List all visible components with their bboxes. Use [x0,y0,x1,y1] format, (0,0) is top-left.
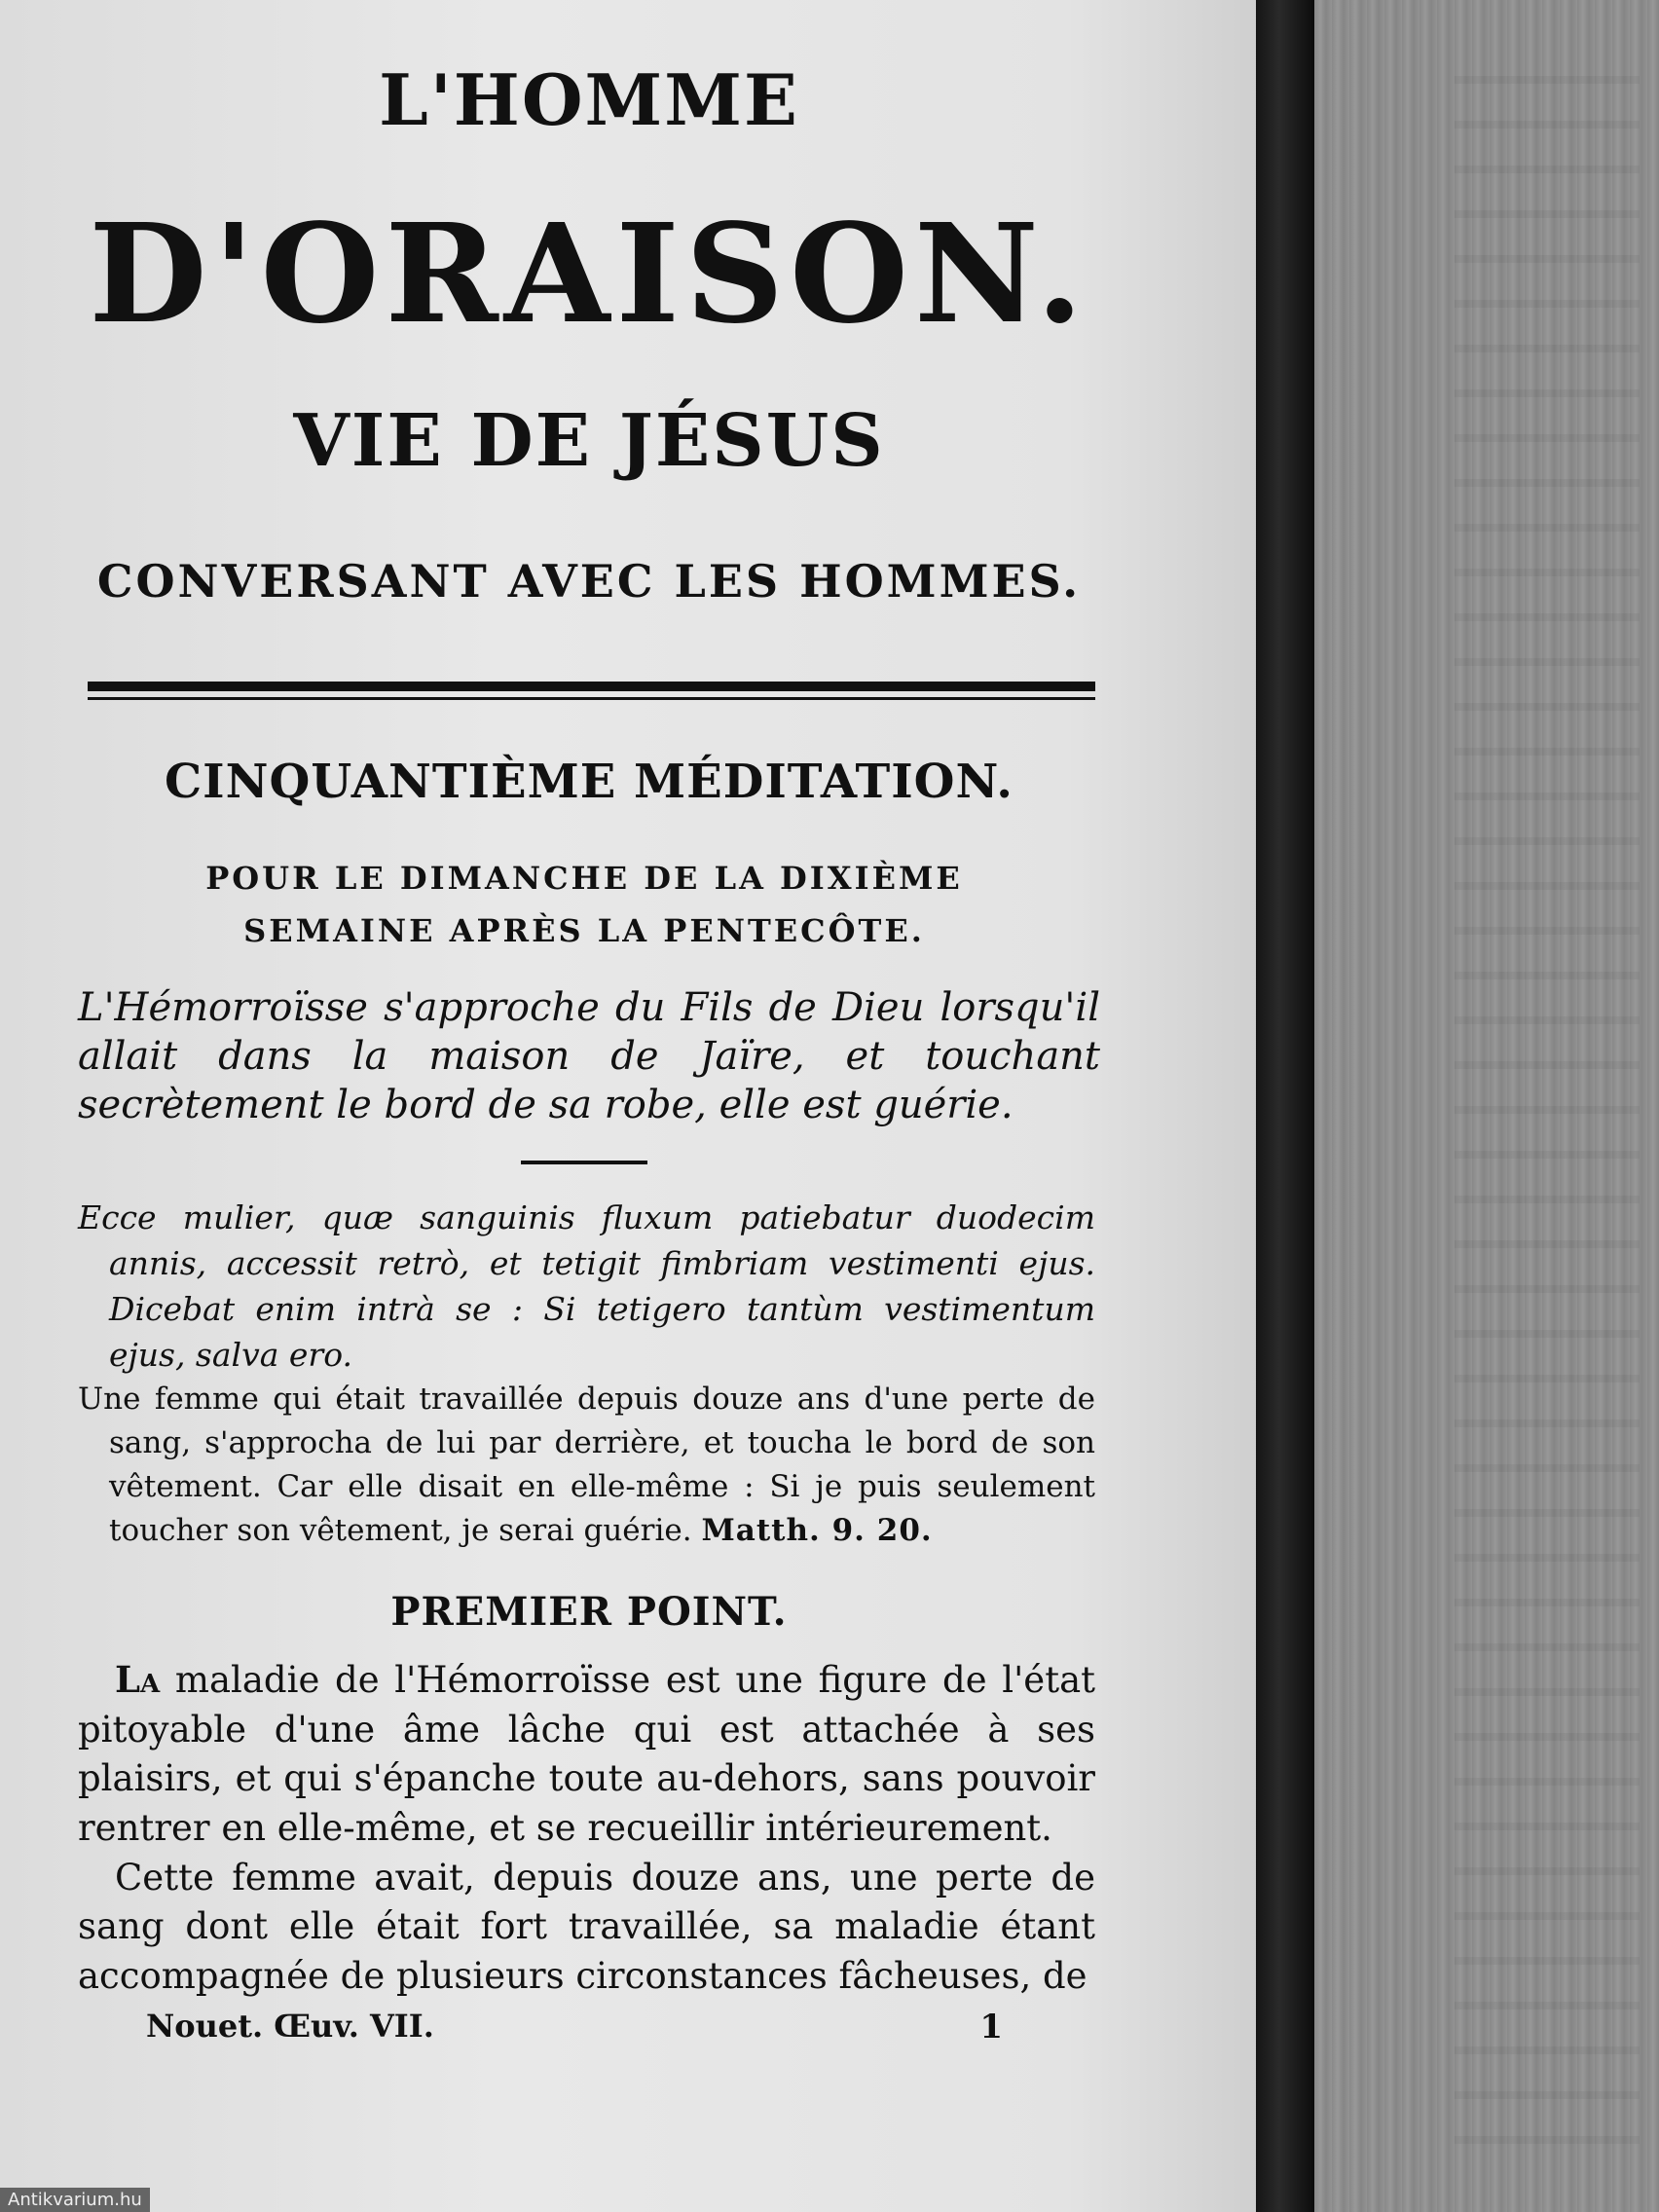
point-paragraph-2: Cette femme avait, depuis douze ans, une perte de sang dont elle était fort travaillée, sa maladie étant accompagnée de plusieurs circonstances fâcheuses, de [78,1856,1095,1998]
scripture-french-text: Une femme qui était travaillée depuis douze ans d'une perte de sang, s'approcha de lui par derrière, et toucha le bord de son vêtement. Car elle disait en elle-même : Si je puis seulement toucher son vêtement, je serai guérie. [78,1382,1095,1548]
double-rule-thick [88,682,1095,691]
scripture-latin [78,1196,1095,1378]
header-line-4: CONVERSANT AVEC LES HOMMES. [96,555,1082,608]
header-line-3: VIE DE JÉSUS [293,399,885,483]
point-heading: PREMIER POINT. [390,1589,788,1635]
signature-mark: Nouet. Œuv. VII. [146,2008,434,2045]
watermark-text: Antikvarium.hu [0,2188,150,2212]
header-main-title: D'ORAISON. [89,195,1089,354]
page-footer [146,2008,1003,2046]
scripture-french-block [78,1378,1095,1553]
scripture-latin-text: Ecce mulier, quæ sanguinis fluxum patiebatur duodecim annis, accessit retrò, et tetigit fimbriam vestimenti ejus. Dicebat enim intrà se : Si tetigero tantùm vestimentum ejus, salva ero. [78,1198,1095,1374]
point-body [78,1655,1095,2002]
meditation-subtitle: POUR LE DIMANCHE DE LA DIXIÈME SEMAINE APRÈS LA PENTECÔTE. [205,860,963,950]
paragraph-1-text: maladie de l'Hémorroïsse est une figure de l'état pitoyable d'une âme lâche qui est attachée à ses plaisirs, et qui s'épanche toute au-dehors, sans pouvoir rentrer en elle-même, et se recueillir intérieurement. [78,1659,1095,1850]
point-paragraph-1 [78,1655,1095,1854]
meditation-title: CINQUANTIÈME MÉDITATION. [164,755,1014,809]
signature-number: 1 [979,2008,1003,2046]
short-divider [521,1161,647,1164]
meditation-summary: L'Hémorroïsse s'approche du Fils de Dieu lorsqu'il allait dans la maison de Jaïre, et touchant secrètement le bord de sa robe, elle est guérie. [78,985,1100,1127]
book-spine [1256,0,1314,2212]
dropcap-word: La [115,1658,161,1701]
double-rule-thin [88,697,1095,700]
bleed-through-texture [1455,39,1640,2161]
header-line-1: L'HOMME [379,58,799,141]
scripture-french [78,1378,1095,1553]
scripture-reference: Matth. 9. 20. [701,1512,933,1548]
facing-page-backdrop [1314,0,1659,2212]
